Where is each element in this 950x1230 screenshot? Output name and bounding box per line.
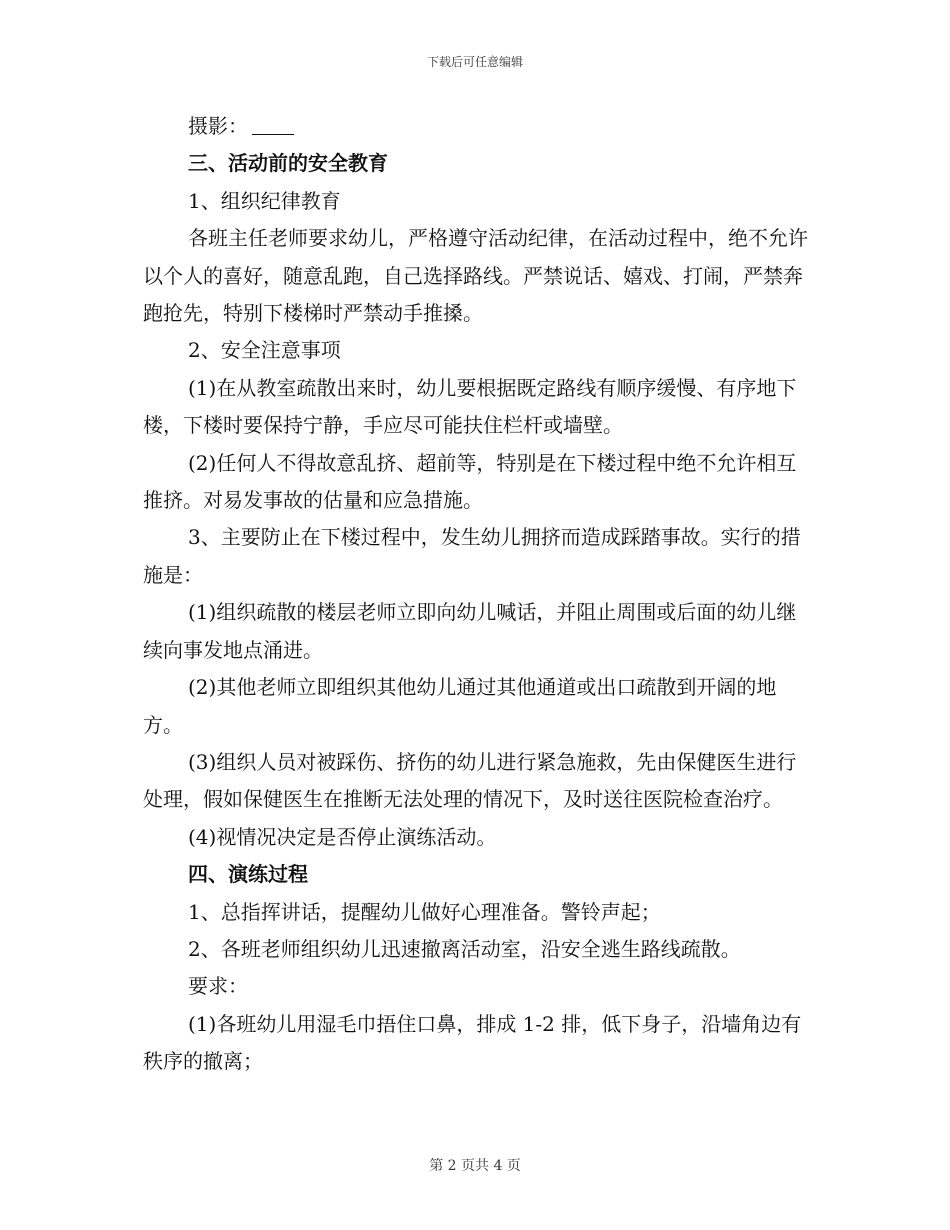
item-2-point-2: (2)任何人不得故意乱挤、超前等，特别是在下楼过程中绝不允许相互推挤。对易发事故的估量和应急措施。 [143,450,797,513]
section-3-title: 三、活动前的安全教育 [188,151,388,176]
item-3-point-4: (4)视情况决定是否停止演练活动。 [188,824,497,849]
section-4-title: 四、演练过程 [188,862,308,887]
item-1-title: 1、组织纪律教育 [188,188,341,213]
document-body [143,108,811,1081]
page-footer: 第 2 页共 4 页 [429,1158,521,1174]
photo-line [143,108,811,145]
requirements-label: 要求： [188,974,248,999]
step-2: 2、各班老师组织幼儿迅速撤离活动室，沿安全逃生路线疏散。 [188,936,741,961]
item-3-point-2: (2)其他老师立即组织其他幼儿通过其他通道或出口疏散到开阔的地方。 [143,675,777,737]
photo-blank-field [252,112,294,135]
page-header: 下载后可任意编辑 [426,55,523,69]
item-1-body: 各班主任老师要求幼儿，严格遵守活动纪律，在活动过程中，绝不允许以个人的喜好，随意乱跑，自己选择路线。严禁说话、嬉戏、打闹，严禁奔跑抢先，特别下楼梯时严禁动手推搡。 [143,226,808,326]
item-3-body: 3、主要防止在下楼过程中，发生幼儿拥挤而造成踩踏事故。实行的措施是： [143,525,801,587]
item-3-point-3: (3)组织人员对被踩伤、挤伤的幼儿进行紧急施救，先由保健医生进行处理，假如保健医生在推断无法处理的情况下，及时送往医院检查治疗。 [143,749,797,812]
requirement-1: (1)各班幼儿用湿毛巾捂住口鼻，排成 1-2 排，低下身子，沿墙角边有秩序的撤离； [143,1011,802,1074]
photo-label: 摄影： [188,114,248,138]
item-2-point-1: (1)在从教室疏散出来时，幼儿要根据既定路线有顺序缓慢、有序地下楼，下楼时要保持宁静，手应尽可能扶住栏杆或墙壁。 [143,375,797,438]
item-3-point-1: (1)组织疏散的楼层老师立即向幼儿喊话，并阻止周围或后面的幼儿继续向事发地点涌进。 [143,600,797,662]
item-2-title: 2、安全注意事项 [188,338,341,363]
step-1: 1、总指挥讲话，提醒幼儿做好心理准备。警铃声起； [188,899,661,924]
